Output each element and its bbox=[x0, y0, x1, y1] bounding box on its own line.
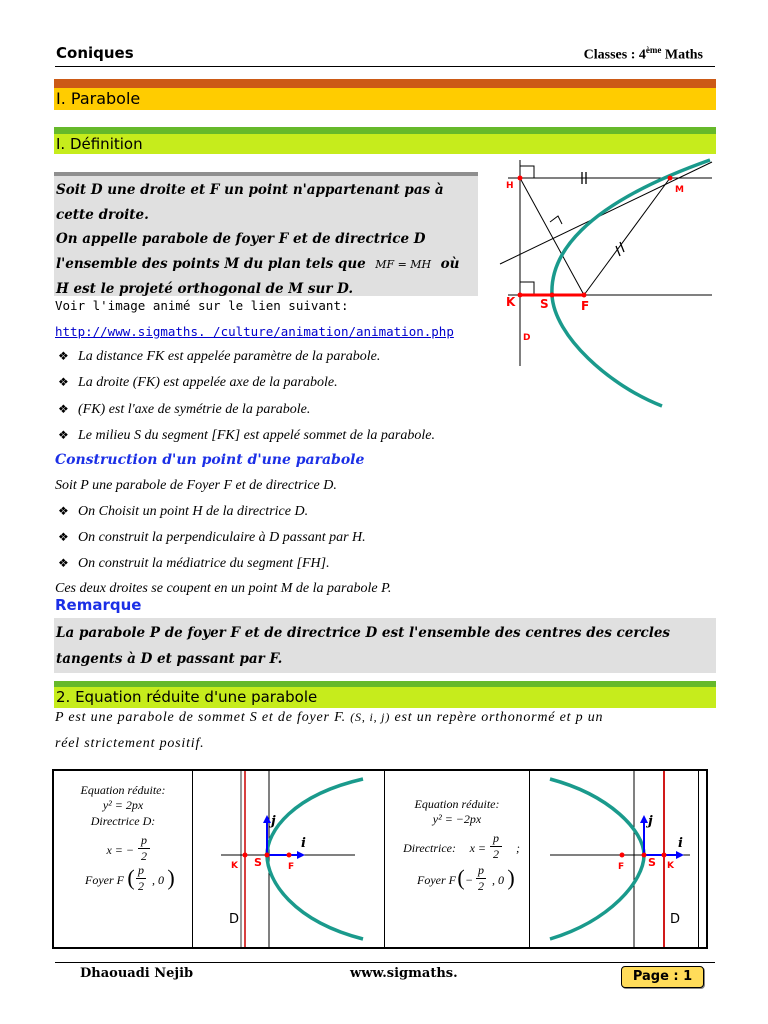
case1-figure bbox=[193, 771, 383, 947]
label-j: j bbox=[648, 814, 653, 829]
case2-frac-num: p bbox=[493, 831, 499, 845]
case1-foyer-label: Foyer F bbox=[85, 873, 124, 887]
label-k: K bbox=[506, 295, 516, 309]
section1-title: I. Parabole bbox=[54, 88, 716, 110]
point-m bbox=[668, 176, 673, 181]
label-k: K bbox=[667, 861, 674, 871]
paren-close: ) bbox=[167, 865, 175, 890]
class-sup: ème bbox=[645, 45, 662, 55]
arrowhead-icon bbox=[640, 815, 648, 823]
definition-line-part: où bbox=[440, 255, 460, 272]
anim-text: Voir l'image animé sur le lien suivant: bbox=[55, 298, 349, 313]
label-d: D bbox=[670, 912, 681, 927]
case2-frac-den: 2 bbox=[493, 847, 499, 861]
label-i: i bbox=[301, 836, 306, 851]
diamond-bullet-icon: ❖ bbox=[58, 375, 69, 389]
label-s: S bbox=[648, 856, 656, 869]
definition-line-part: l'ensemble des points M du plan tels que bbox=[56, 255, 366, 272]
header-class bbox=[540, 45, 703, 64]
case2-foyer-sign: − bbox=[464, 873, 474, 887]
label-m: M bbox=[675, 185, 684, 195]
point-f bbox=[582, 293, 587, 298]
parabola-curve bbox=[267, 779, 363, 939]
label-f: F bbox=[581, 299, 590, 313]
class-prefix: Classes : 4 bbox=[583, 47, 646, 63]
arrowhead-icon bbox=[676, 851, 684, 859]
case2-eq-label: Equation réduite: bbox=[414, 797, 500, 811]
list-item bbox=[58, 428, 435, 444]
point-k bbox=[243, 853, 248, 858]
diamond-bullet-icon: ❖ bbox=[58, 556, 69, 570]
list-item-text: La distance FK est appelée paramètre de la parabole. bbox=[78, 349, 381, 364]
footer-author: Dhaouadi Nejib bbox=[80, 966, 194, 981]
definition-line: Soit D une droite et F un point n'appartenant pas à bbox=[56, 182, 444, 198]
class-suffix: Maths bbox=[661, 47, 703, 63]
case1-frac-den: 2 bbox=[141, 849, 147, 863]
list-item-text: (FK) est l'axe de symétrie de la parabole. bbox=[78, 402, 311, 417]
list-item bbox=[58, 402, 310, 418]
definition-math: MF = MH bbox=[375, 257, 432, 271]
label-f: F bbox=[288, 862, 295, 872]
diamond-bullet-icon: ❖ bbox=[58, 428, 69, 442]
case1-dir-label: Directrice D: bbox=[90, 814, 156, 828]
construction-intro: Soit P une parabole de Foyer F et de directrice D. bbox=[55, 478, 337, 493]
case2-foyer-2: 2 bbox=[478, 879, 484, 893]
equation-intro-line1 bbox=[55, 710, 603, 726]
case1-foyer-rest: , 0 bbox=[152, 873, 164, 887]
point-h bbox=[518, 176, 523, 181]
case2-dir-sep: ; bbox=[516, 841, 520, 855]
section1-band-top bbox=[54, 79, 716, 88]
diamond-bullet-icon: ❖ bbox=[58, 402, 69, 416]
case1-dir-lhs: x = − bbox=[106, 843, 134, 857]
list-item bbox=[58, 556, 330, 572]
label-s: S bbox=[254, 856, 262, 869]
case1-frac-num: p bbox=[141, 833, 147, 847]
point-k bbox=[518, 293, 523, 298]
case1-foyer-p: p bbox=[138, 863, 144, 877]
section2-title: I. Définition bbox=[54, 134, 716, 154]
label-j: j bbox=[271, 814, 276, 829]
remark-title: Remarque bbox=[55, 596, 142, 614]
equation-table bbox=[52, 769, 708, 949]
list-item bbox=[58, 530, 366, 546]
label-d: D bbox=[229, 912, 240, 927]
diamond-bullet-icon: ❖ bbox=[58, 530, 69, 544]
page-label: Page : bbox=[632, 969, 684, 984]
paren-close: ) bbox=[507, 865, 515, 890]
list-item-text: On construit la perpendiculaire à D passant par H. bbox=[78, 530, 366, 545]
list-item bbox=[58, 349, 380, 365]
case2-dir-label: Directrice: bbox=[403, 841, 456, 855]
construction-conclusion: Ces deux droites se coupent en un point M de la parabole P. bbox=[55, 581, 392, 596]
diamond-bullet-icon: ❖ bbox=[58, 504, 69, 518]
case1-eq: y² = 2px bbox=[102, 798, 144, 812]
definition-line: On appelle parabole de foyer F et de directrice D bbox=[56, 231, 426, 247]
list-item-text: On Choisit un point H de la directrice D. bbox=[78, 504, 309, 519]
table-divider bbox=[698, 771, 699, 947]
parabola-curve bbox=[550, 779, 644, 939]
case2-eq: y² = −2px bbox=[432, 812, 482, 826]
label-i: i bbox=[678, 836, 683, 851]
remark-box bbox=[54, 618, 716, 673]
section3-title: 2. Equation réduite d'une parabole bbox=[54, 687, 716, 708]
label-s: S bbox=[540, 297, 549, 311]
point-f bbox=[287, 853, 292, 858]
point-f bbox=[620, 853, 625, 858]
right-angle-k bbox=[520, 282, 534, 295]
anim-link[interactable]: http://www.sigmaths. /culture/animation/animation.php bbox=[55, 324, 454, 339]
diamond-bullet-icon: ❖ bbox=[58, 349, 69, 363]
label-h: H bbox=[506, 181, 514, 191]
list-item-text: On construit la médiatrice du segment [FH]. bbox=[78, 556, 330, 571]
equation-intro-line2: réel strictement positif. bbox=[55, 736, 205, 751]
label-d: D bbox=[523, 333, 531, 343]
definition-line bbox=[56, 252, 476, 278]
bisector-angle-mark bbox=[550, 216, 562, 224]
page-number-badge bbox=[621, 966, 704, 988]
list-item bbox=[58, 375, 338, 391]
point-s bbox=[642, 853, 647, 858]
section2-band-top bbox=[54, 127, 716, 134]
paren-open: ( bbox=[457, 865, 465, 890]
case1-foyer-2: 2 bbox=[138, 879, 144, 893]
case2-foyer-rest: , 0 bbox=[492, 873, 504, 887]
page-number: 1 bbox=[683, 969, 693, 984]
list-item-text: La droite (FK) est appelée axe de la parabole. bbox=[78, 375, 338, 390]
footer-rule bbox=[55, 962, 715, 963]
label-f: F bbox=[618, 862, 625, 872]
frame-notation: (S, i, j) bbox=[350, 710, 391, 724]
case2-dir-lhs: x = bbox=[469, 841, 486, 855]
case2-foyer-label: Foyer F bbox=[417, 873, 456, 887]
parabola-construction-figure bbox=[480, 156, 720, 412]
paren-open: ( bbox=[127, 865, 135, 890]
definition-line: H est le projeté orthogonal de M sur D. bbox=[56, 281, 354, 297]
case1-eq-label: Equation réduite: bbox=[80, 783, 166, 797]
footer-site: www.sigmaths. bbox=[350, 966, 458, 981]
intro-part: P est une parabole de sommet S et de foyer F. bbox=[55, 710, 346, 725]
point-s bbox=[265, 853, 270, 858]
remark-line: La parabole P de foyer F et de directrice D est l'ensemble des centres des cercles bbox=[56, 625, 671, 641]
list-item bbox=[58, 504, 308, 520]
header-rule bbox=[55, 66, 715, 67]
case2-figure bbox=[530, 771, 698, 947]
list-item-text: Le milieu S du segment [FK] est appelé sommet de la parabole. bbox=[78, 428, 435, 443]
point-k bbox=[662, 853, 667, 858]
header-title: Coniques bbox=[56, 44, 134, 62]
construction-title: Construction d'un point d'une parabole bbox=[55, 452, 365, 468]
intro-part: est un repère orthonormé et p un bbox=[394, 710, 604, 725]
arrowhead-icon bbox=[297, 851, 305, 859]
perpendicular-bisector bbox=[500, 162, 712, 264]
arrowhead-icon bbox=[263, 815, 271, 823]
parabola-curve bbox=[552, 160, 710, 406]
case2-foyer-p: p bbox=[478, 863, 484, 877]
remark-line: tangents à D et passant par F. bbox=[56, 651, 283, 667]
definition-box bbox=[54, 172, 478, 296]
point-s bbox=[550, 293, 555, 298]
label-k: K bbox=[231, 861, 238, 871]
definition-line: cette droite. bbox=[56, 206, 149, 223]
right-angle-h bbox=[520, 166, 534, 178]
